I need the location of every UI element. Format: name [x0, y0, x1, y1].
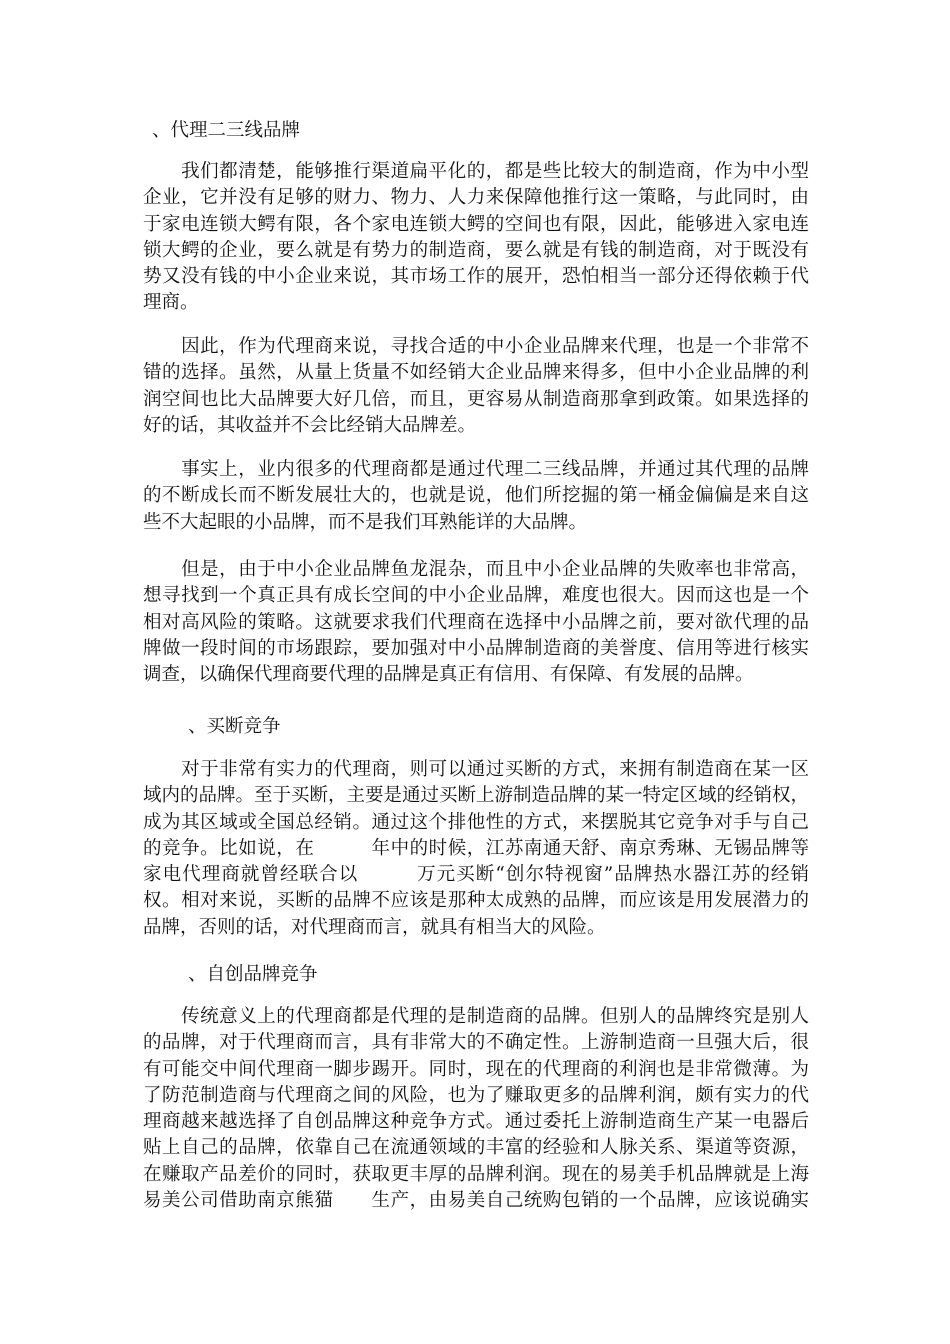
- text-line: 想寻找到一个真正具有成长空间的中小企业品牌，难度也很大。因而这也是一个: [143, 585, 809, 607]
- paragraph: [143, 334, 809, 439]
- text-line: 贴上自己的品牌，依靠自己在流通领域的丰富的经验和人脉关系、渠道等资源，: [143, 1137, 809, 1159]
- section-heading-own-brand: 、自创品牌竞争: [188, 964, 318, 985]
- text-line: 对于非常有实力的代理商，则可以通过买断的方式，来拥有制造商在某一区: [143, 759, 809, 780]
- text-line: 企业，它并没有足够的财力、物力、人力来保障他推行这一策略，与此同时，由: [143, 187, 809, 209]
- text-line: 域内的品牌。至于买断，主要是通过买断上游制造品牌的某一特定区域的经销权，: [143, 785, 809, 807]
- text-line: 于家电连锁大鳄有限，各个家电连锁大鳄的空间也有限，因此，能够进入家电连: [143, 213, 809, 235]
- text-line: 调查，以确保代理商要代理的品牌是真正有信用、有保障、有发展的品牌。: [143, 664, 754, 686]
- text-line: 些不大起眼的小品牌，而不是我们耳熟能详的大品牌。: [143, 511, 588, 533]
- text-line: 有可能交中间代理商一脚步踢开。同时，现在的代理商的利润也是非常微薄。为: [143, 1058, 809, 1080]
- text-line: 的不断成长而不断发展壮大的，也就是说，他们所挖掘的第一桶金偏偏是来自这: [143, 485, 809, 507]
- paragraph: [143, 557, 809, 688]
- text-line: 家电代理商就曾经联合以 万元买断“创尔特视窗”品牌热水器江苏的经销: [143, 864, 809, 886]
- paragraph: [143, 159, 809, 317]
- text-line: 品牌，否则的话，对代理商而言，就具有相当大的风险。: [143, 916, 606, 938]
- text-line: 势又没有钱的中小企业来说，其市场工作的展开，恐怕相当一部分还得依赖于代: [143, 266, 809, 288]
- text-line: 的品牌，对于代理商而言，具有非常大的不确定性。上游制造商一旦强大后，很: [143, 1032, 809, 1054]
- text-line: 牌做一段时间的市场跟踪，要加强对中小品牌制造商的美誉度、信用等进行核实: [143, 637, 809, 659]
- text-line: 锁大鳄的企业，要么就是有势力的制造商，要么就是有钱的制造商，对于既没有: [143, 239, 809, 261]
- text-line: 了防范制造商与代理商之间的风险，也为了赚取更多的品牌利润，颇有实力的代: [143, 1084, 809, 1106]
- text-line: 好的话，其收益并不会比经销大品牌差。: [143, 414, 477, 436]
- text-line: 理商越来越选择了自创品牌这种竞争方式。通过委托上游制造商生产某一电器后: [143, 1111, 809, 1133]
- text-line: 但是，由于中小企业品牌鱼龙混杂，而且中小企业品牌的失败率也非常高，: [143, 559, 809, 580]
- text-line: 的竞争。比如说，在 年中的时候，江苏南通天舒、南京秀琳、无锡品牌等: [143, 837, 809, 859]
- text-line: 相对高风险的策略。这就要求我们代理商在选择中小品牌之前，要对欲代理的品: [143, 611, 809, 633]
- paragraph: [143, 457, 809, 536]
- text-line: 权。相对来说，买断的品牌不应该是那种太成熟的品牌，而应该是用发展潜力的: [143, 890, 809, 912]
- text-line: 因此，作为代理商来说，寻找合适的中小企业品牌来代理，也是一个非常不: [143, 336, 809, 357]
- paragraph: [143, 1004, 809, 1214]
- paragraph: [143, 757, 809, 941]
- section-heading-agent-brands: 、代理二三线品牌: [152, 120, 301, 141]
- section-heading-buyout: 、买断竞争: [188, 716, 281, 737]
- text-line: 事实上，业内很多的代理商都是通过代理二三线品牌，并通过其代理的品牌: [143, 459, 809, 480]
- text-line: 在赚取产品差价的同时，获取更丰厚的品牌利润。现在的易美手机品牌就是上海: [143, 1163, 809, 1185]
- text-line: 我们都清楚，能够推行渠道扁平化的，都是些比较大的制造商，作为中小型: [143, 161, 809, 182]
- text-line: 润空间也比大品牌要大好几倍，而且，更容易从制造商那拿到政策。如果选择的: [143, 388, 809, 410]
- text-line: 易美公司借助南京熊猫 生产，由易美自己统购包销的一个品牌，应该说确实: [143, 1190, 809, 1212]
- text-line: 成为其区域或全国总经销。通过这个排他性的方式，来摆脱其它竞争对手与自己: [143, 811, 809, 833]
- text-line: 错的选择。虽然，从量上货量不如经销大企业品牌来得多，但中小企业品牌的利: [143, 362, 809, 384]
- text-line: 传统意义上的代理商都是代理的是制造商的品牌。但别人的品牌终究是别人: [143, 1006, 809, 1027]
- text-line: 理商。: [143, 292, 199, 314]
